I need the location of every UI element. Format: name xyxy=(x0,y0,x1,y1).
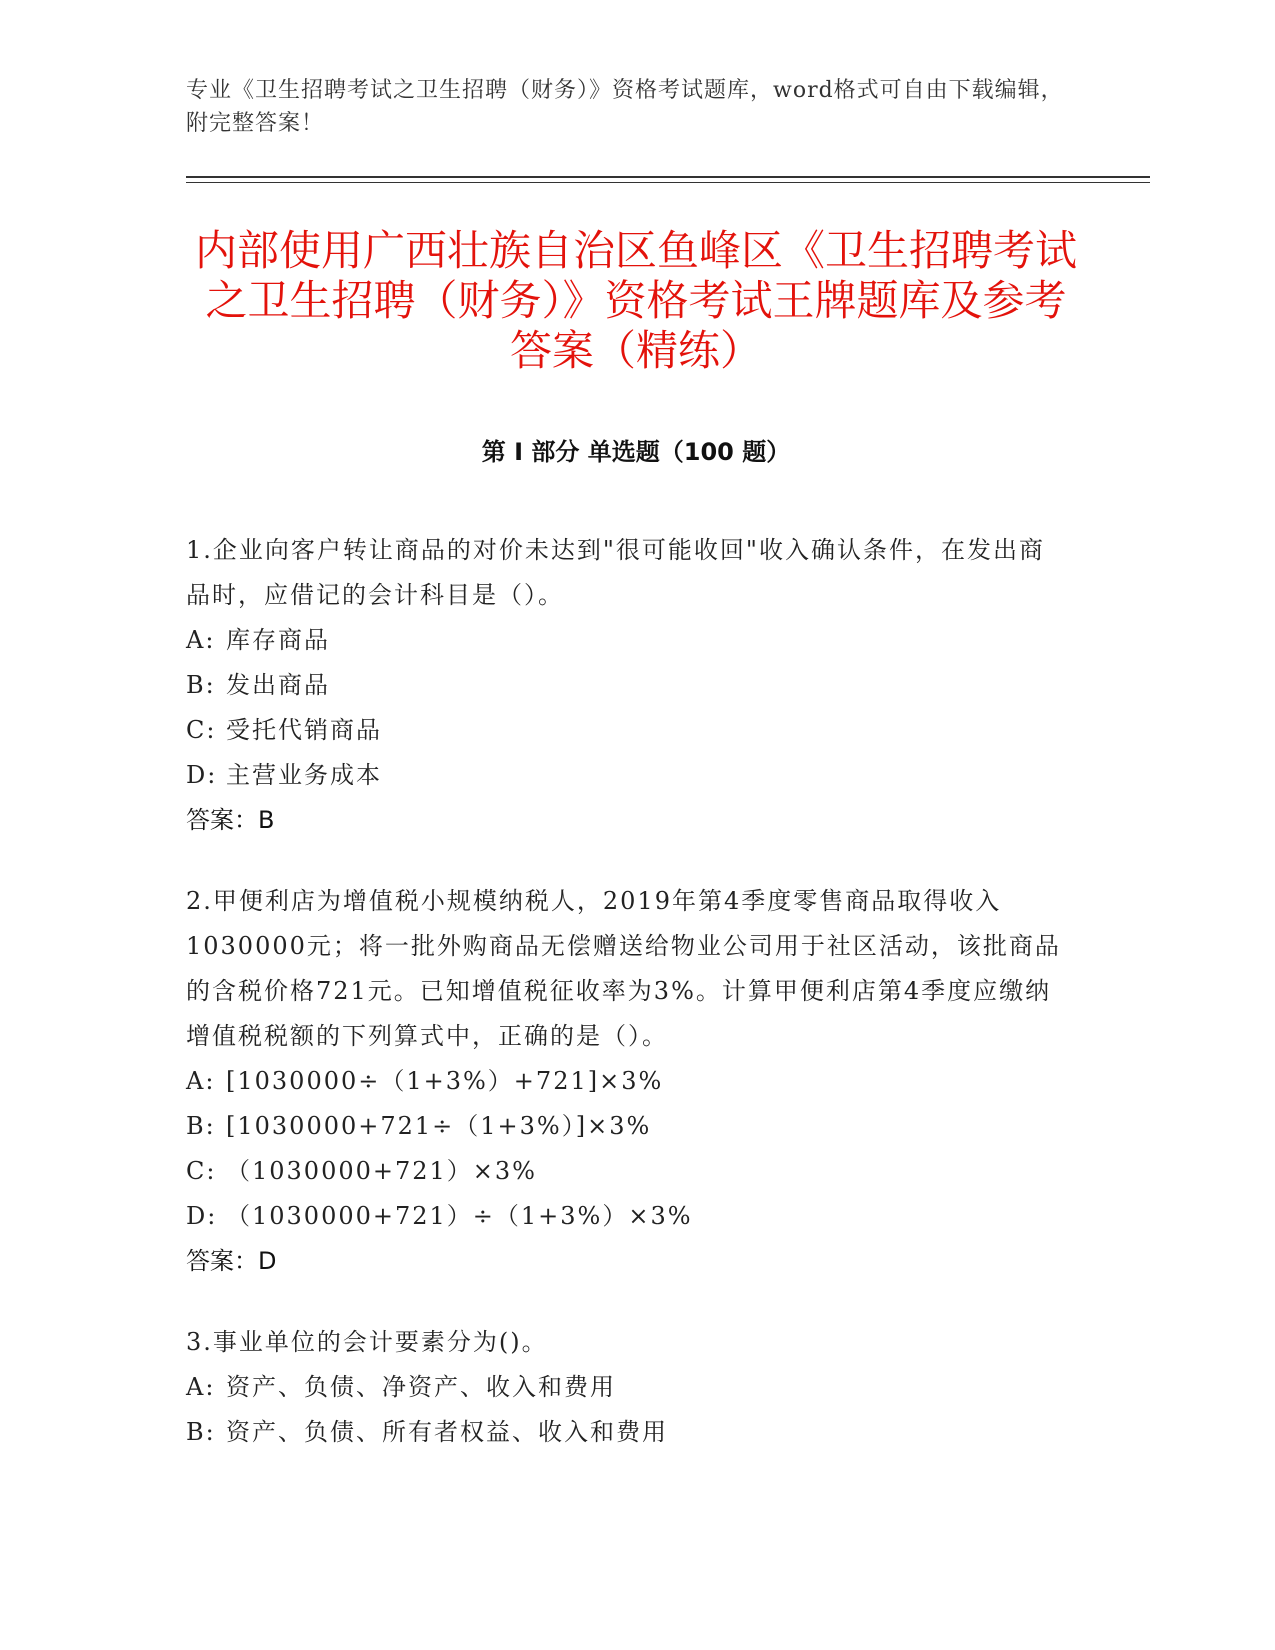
question-stem: 3.事业单位的会计要素分为()。 xyxy=(186,1328,548,1356)
option-a xyxy=(186,1365,1066,1410)
option-b xyxy=(186,663,1066,708)
option-text: （1030000+721）×3% xyxy=(226,1157,537,1185)
option-text: 资产、负债、所有者权益、收入和费用 xyxy=(226,1418,668,1446)
header-note: 专业《卫生招聘考试之卫生招聘（财务）》资格考试题库，word格式可自由下载编辑，附完整答案！ xyxy=(186,78,1064,136)
option-text: 受托代销商品 xyxy=(226,716,382,744)
answer-line: 答案：B xyxy=(186,806,275,834)
option-letter: A: xyxy=(186,1373,216,1401)
option-c xyxy=(186,1149,1066,1194)
question-1 xyxy=(186,528,1066,843)
header-rule-thick xyxy=(186,176,1150,178)
option-letter: D: xyxy=(186,1202,218,1230)
question-stem: 2.甲便利店为增值税小规模纳税人，2019年第4季度零售商品取得收入1030000元；将一批外购商品无偿赠送给物业公司用于社区活动，该批商品的含税价格721元。已知增值税征收率为3%。计算甲便利店第4季度应缴纳增值税税额的下列算式中，正确的是（）。 xyxy=(186,887,1061,1050)
option-text: 主营业务成本 xyxy=(226,761,382,789)
question-3 xyxy=(186,1320,1066,1455)
option-letter: B: xyxy=(186,1418,216,1446)
option-d xyxy=(186,753,1066,798)
option-b xyxy=(186,1104,1066,1149)
option-text: 资产、负债、净资产、收入和费用 xyxy=(226,1373,616,1401)
option-letter: B: xyxy=(186,671,216,699)
document-title: 内部使用广西壮族自治区鱼峰区《卫生招聘考试之卫生招聘（财务）》资格考试王牌题库及参考答案（精练） xyxy=(194,226,1077,375)
option-text: [1030000÷（1+3%）+721]×3% xyxy=(226,1067,664,1095)
option-letter: C: xyxy=(186,1157,217,1185)
option-text: [1030000+721÷（1+3%）]×3% xyxy=(226,1112,652,1140)
option-a xyxy=(186,1059,1066,1104)
option-letter: A: xyxy=(186,626,216,654)
header-rule-thin xyxy=(186,182,1150,183)
option-letter: A: xyxy=(186,1067,216,1095)
question-stem: 1.企业向客户转让商品的对价未达到"很可能收回"收入确认条件，在发出商品时，应借记的会计科目是（）。 xyxy=(186,536,1045,609)
option-c xyxy=(186,708,1066,753)
question-2 xyxy=(186,879,1066,1284)
option-d xyxy=(186,1194,1066,1239)
answer-line: 答案：D xyxy=(186,1247,277,1275)
option-letter: B: xyxy=(186,1112,216,1140)
option-text: （1030000+721）÷（1+3%）×3% xyxy=(226,1202,693,1230)
option-text: 发出商品 xyxy=(226,671,330,699)
section-heading: 第 I 部分 单选题（100 题） xyxy=(481,438,791,466)
question-list xyxy=(186,528,1066,1491)
option-letter: C: xyxy=(186,716,217,744)
option-letter: D: xyxy=(186,761,218,789)
option-b xyxy=(186,1410,1066,1455)
option-a xyxy=(186,618,1066,663)
option-text: 库存商品 xyxy=(226,626,330,654)
